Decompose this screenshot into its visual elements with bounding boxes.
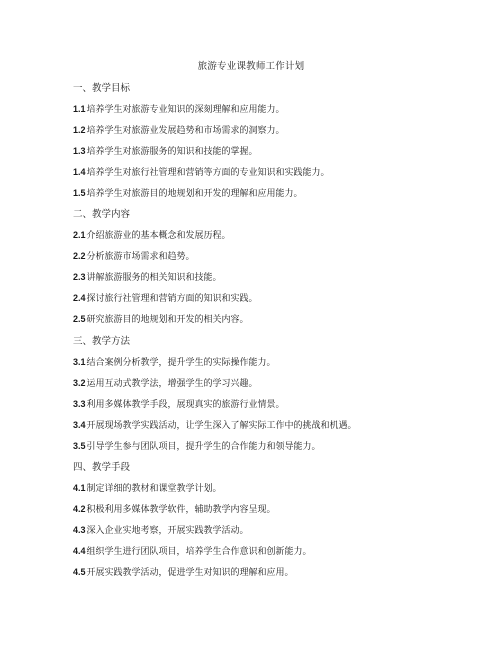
item-number: 2.5: [73, 314, 86, 324]
item-text: 组织学生进行团队项目，培养学生合作意识和创新能力。: [86, 547, 312, 557]
item-number: 3.3: [73, 399, 86, 409]
list-item: [73, 141, 473, 162]
list-item: [73, 99, 473, 120]
item-text: 培养学生对旅行社管理和营销等方面的专业知识和实践能力。: [86, 168, 330, 178]
section-teaching-goals: [73, 78, 473, 204]
list-item: [73, 162, 473, 183]
item-number: 1.3: [73, 146, 86, 156]
item-text: 研究旅游目的地规划和开发的相关内容。: [86, 315, 249, 325]
list-item: [73, 225, 473, 246]
item-number: 1.5: [73, 188, 86, 198]
item-text: 开展现场教学实践活动，让学生深入了解实际工作中的挑战和机遇。: [86, 421, 357, 431]
list-item: [73, 288, 473, 309]
item-text: 运用互动式教学法，增强学生的学习兴趣。: [86, 379, 258, 389]
item-text: 培养学生对旅游业发展趋势和市场需求的洞察力。: [86, 126, 285, 136]
item-text: 讲解旅游服务的相关知识和技能。: [86, 273, 222, 283]
item-text: 利用多媒体教学手段，展现真实的旅游行业情景。: [86, 400, 285, 410]
list-item: [73, 120, 473, 141]
section-teaching-content: [73, 204, 473, 330]
item-text: 探讨旅行社管理和营销方面的知识和实践。: [86, 294, 258, 304]
list-item: [73, 541, 473, 562]
item-number: 3.5: [73, 441, 86, 451]
item-number: 3.1: [73, 357, 86, 367]
item-text: 介绍旅游业的基本概念和发展历程。: [86, 231, 231, 241]
item-number: 4.2: [73, 504, 86, 514]
list-item: [73, 183, 473, 204]
item-number: 1.2: [73, 125, 86, 135]
list-item: [73, 352, 473, 373]
section-heading: 四、教学手段: [73, 462, 131, 473]
item-number: 2.3: [73, 272, 86, 282]
item-number: 2.4: [73, 293, 86, 303]
section-heading: 二、教学内容: [73, 209, 131, 220]
list-item: [73, 309, 473, 330]
list-item: [73, 415, 473, 436]
item-number: 4.4: [73, 546, 86, 556]
item-text: 开展实践教学活动，促进学生对知识的理解和应用。: [86, 568, 294, 578]
item-number: 3.4: [73, 420, 86, 430]
item-text: 结合案例分析教学，提升学生的实际操作能力。: [86, 358, 276, 368]
item-number: 4.3: [73, 525, 86, 535]
item-number: 1.1: [73, 104, 86, 114]
document-title: 旅游专业课教师工作计划: [197, 61, 305, 72]
item-text: 分析旅游市场需求和趋势。: [86, 252, 195, 262]
item-number: 2.1: [73, 230, 86, 240]
list-item: [73, 436, 473, 457]
item-text: 积极利用多媒体教学软件，辅助教学内容呈现。: [86, 505, 276, 515]
list-item: [73, 394, 473, 415]
list-item: [73, 562, 473, 583]
item-text: 制定详细的教材和课堂教学计划。: [86, 484, 222, 494]
section-teaching-methods: [73, 331, 473, 457]
list-item: [73, 246, 473, 267]
list-item: [73, 520, 473, 541]
item-text: 引导学生参与团队项目，提升学生的合作能力和领导能力。: [86, 442, 321, 452]
item-number: 4.1: [73, 483, 86, 493]
item-number: 3.2: [73, 378, 86, 388]
list-item: [73, 499, 473, 520]
item-number: 2.2: [73, 251, 86, 261]
item-number: 1.4: [73, 167, 86, 177]
item-number: 4.5: [73, 567, 86, 577]
section-teaching-means: [73, 457, 473, 583]
list-item: [73, 373, 473, 394]
list-item: [73, 478, 473, 499]
section-heading: 三、教学方法: [73, 336, 131, 347]
item-text: 培养学生对旅游专业知识的深刻理解和应用能力。: [86, 105, 285, 115]
item-text: 培养学生对旅游目的地规划和开发的理解和应用能力。: [86, 189, 303, 199]
section-heading: 一、教学目标: [73, 83, 131, 94]
item-text: 培养学生对旅游服务的知识和技能的掌握。: [86, 147, 258, 157]
item-text: 深入企业实地考察，开展实践教学活动。: [86, 526, 249, 536]
list-item: [73, 267, 473, 288]
